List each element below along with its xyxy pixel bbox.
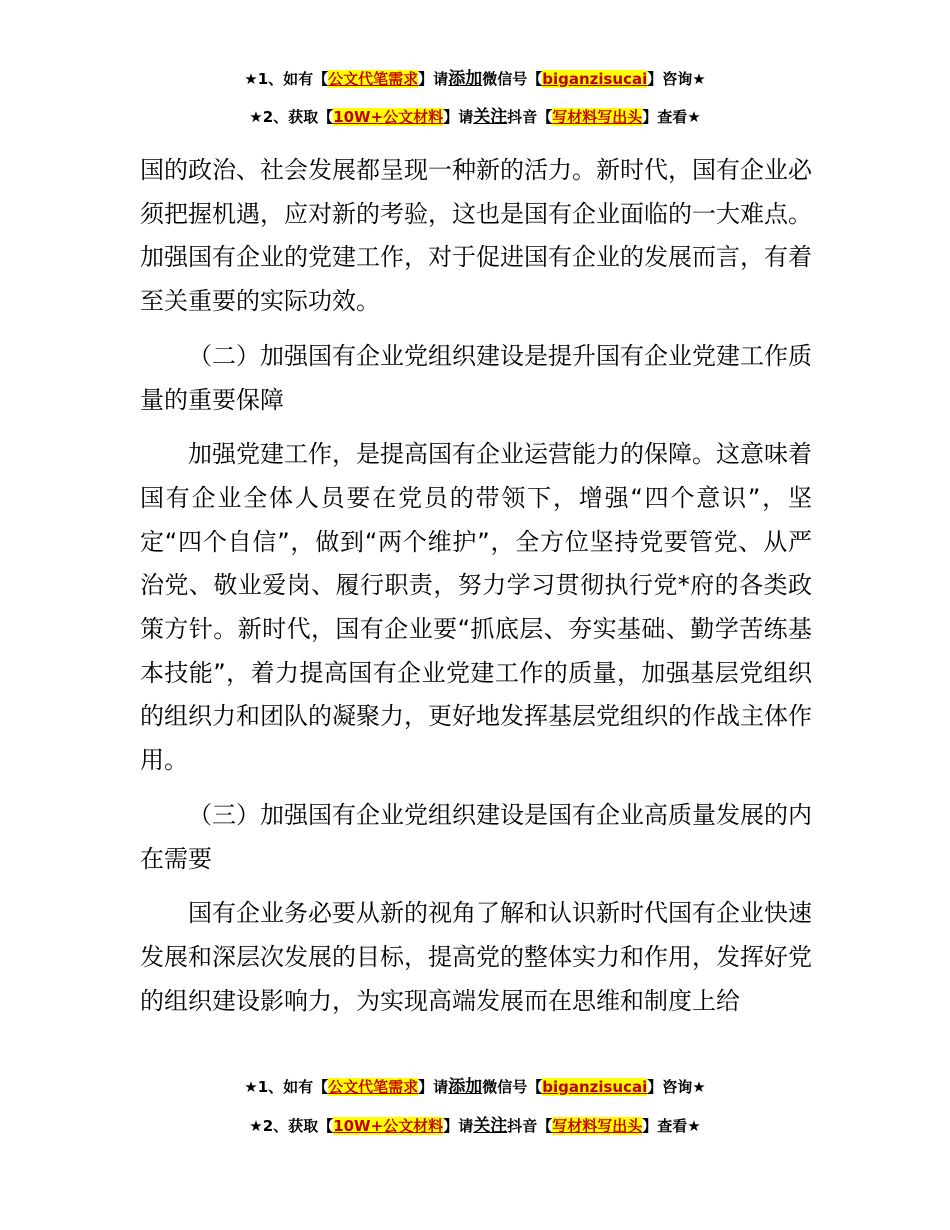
paragraph: 国的政治、社会发展都呈现一种新的活力。新时代，国有企业必须把握机遇，应对新的考验，这也是国有企业面临的一大难点。加强国有企业的党建工作，对于促进国有企业的发展而言，有着至关重要的实际功效。 [140,156,812,316]
promo-suffix: 】咨询★ [647,70,706,88]
section-heading: （三）加强国有企业党组织建设是国有企业高质量发展的内在需要 [140,800,812,873]
promo-highlight: 10W+公文材料 [333,1117,444,1135]
header-promo-line-1 [0,69,950,89]
promo-text: 微信号【 [482,70,543,88]
paragraph: 国有企业务必要从新的视角了解和认识新时代国有企业快速发展和深层次发展的目标，提高党的整体实力和作用，发挥好党的组织建设影响力，为实现高端发展而在思维和制度上给 [140,899,812,1015]
promo-highlight: 10W+公文材料 [333,108,444,126]
paragraph: 加强党建工作，是提高国有企业运营能力的保障。这意味着国有企业全体人员要在党员的带领下，增强“四个意识”，坚定“四个自信”，做到“两个维护”，全方位坚持党要管党、从严治党、敬业爱岗、履行职责，努力学习贯彻执行党*府的各类政策方针。新时代，国有企业要“抓底层、夯实基础、勤学苦练基本技能”，着力提高国有企业党建工作的质量，加强基层党组织的组织力和团队的凝聚力，更好地发挥基层党组织的作战主体作用。 [140,440,812,775]
promo-text: 】请 [418,1078,449,1096]
promo-emphasis: 关注 [473,107,508,127]
promo-prefix: ★1、如有【 [244,70,329,88]
promo-prefix: ★2、获取【 [249,108,334,126]
promo-text: 抖音【 [507,108,553,126]
promo-emphasis: 添加 [448,1077,483,1097]
header-promo-line-2 [0,107,950,127]
section-heading: （二）加强国有企业党组织建设是提升国有企业党建工作质量的重要保障 [140,341,812,414]
promo-suffix: 】咨询★ [647,1078,706,1096]
footer-promo-line-2 [0,1116,950,1136]
promo-suffix: 】查看★ [642,108,701,126]
promo-douyin-id: 写材料写出头 [552,1117,643,1135]
promo-emphasis: 添加 [448,69,483,89]
promo-suffix: 】查看★ [642,1117,701,1135]
promo-wechat-id: biganzisucai [542,1078,648,1096]
promo-emphasis: 关注 [473,1116,508,1136]
promo-text: 抖音【 [507,1117,553,1135]
promo-highlight: 公文代笔需求 [328,1078,419,1096]
footer-promo-line-1 [0,1077,950,1097]
promo-douyin-id: 写材料写出头 [552,108,643,126]
promo-wechat-id: biganzisucai [542,70,648,88]
promo-text: 微信号【 [482,1078,543,1096]
promo-text: 】请 [443,108,474,126]
promo-prefix: ★2、获取【 [249,1117,334,1135]
document-body [140,149,812,1023]
promo-text: 】请 [418,70,449,88]
promo-highlight: 公文代笔需求 [328,70,419,88]
promo-text: 】请 [443,1117,474,1135]
promo-prefix: ★1、如有【 [244,1078,329,1096]
